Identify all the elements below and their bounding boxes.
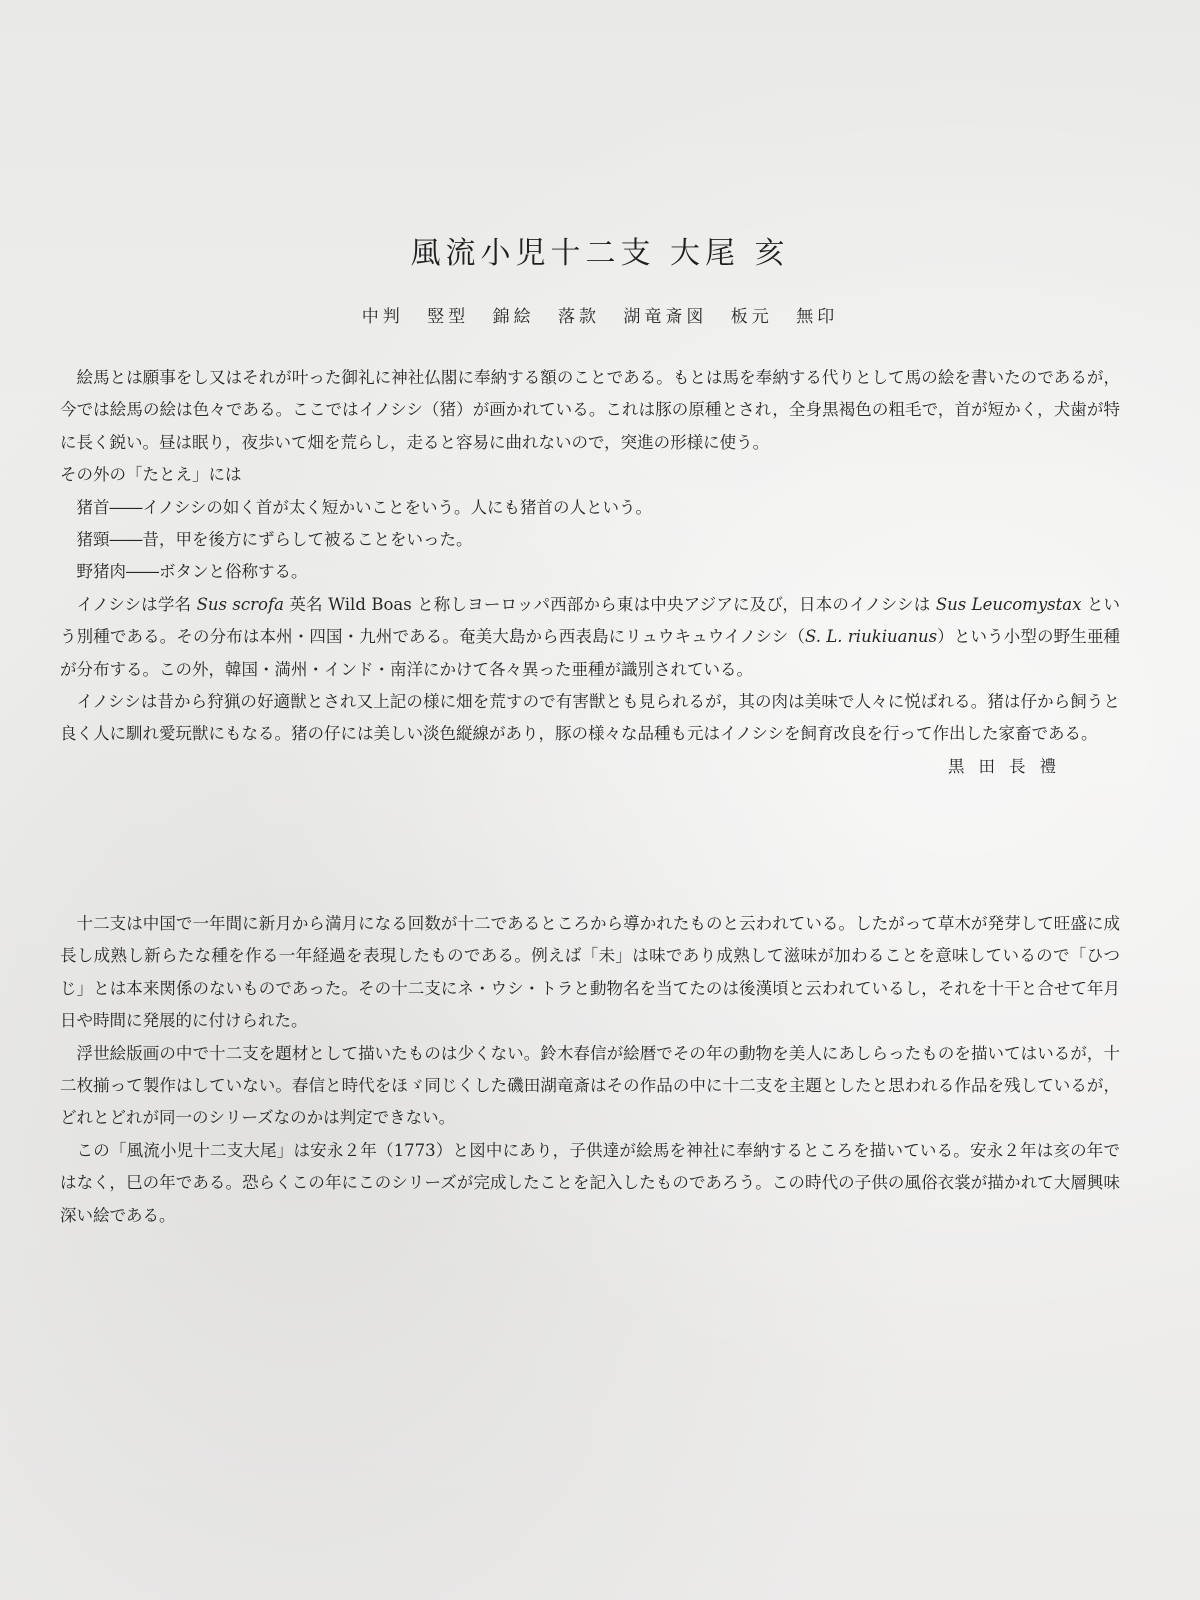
paragraph-series: この「風流小児十二支大尾」は安永２年（1773）と図中にあり，子供達が絵馬を神社に奉納するところを描いている。安永２年は亥の年ではなく，巳の年である。恐らくこの年にこのシリーズが完成したことを記入したものであろう。この時代の子供の風俗衣裳が描かれて大層興味深い絵である。 xyxy=(60,1140,1120,1225)
paragraph-ukiyoe: 浮世絵版画の中で十二支を題材として描いたものは少くない。鈴木春信が絵暦でその年の動物を美人にあしらったものを描いてはいるが，十二枚揃って製作はしていない。春信と時代をほゞ同じくした磯田湖竜斎はその作品の中に十二支を主題としたと思われる作品を残しているが，どれとどれが同一のシリーズなのかは判定できない。 xyxy=(60,1043,1120,1128)
idiom-entry: 猪首――イノシシの如く首が太く短かいことをいう。人にも猪首の人という。 xyxy=(76,497,652,517)
text-run: ）という小型の野生亜種が分布する。この外，韓国・満州・インド・南洋にかけて各々異った亜種が識別されている。 xyxy=(60,627,1121,679)
print-details: 中判 竪型 錦絵 落款 湖竜斎図 板元 無印 xyxy=(361,307,839,327)
page-title: 風流小児十二支 大尾 亥 xyxy=(410,236,790,271)
text-run: という別種である。その分布は本州・四国・九州である。奄美大島から西表島にリュウキュウイノシシ（ xyxy=(60,594,1120,647)
text-run: イノシシは学名 xyxy=(76,594,197,614)
idiom-entry: 猪頸――昔，甲を後方にずらして被ることをいった。 xyxy=(76,530,473,550)
idiom-entry: 野猪肉――ボタンと俗称する。 xyxy=(76,562,308,582)
latin-name: S. L. riukiuanus xyxy=(805,627,938,647)
paragraph-zodiac-origin: 十二支は中国で一年間に新月から満月になる回数が十二であるところから導かれたものと云われている。したがって草木が発芽して旺盛に成長し成熟し新らたな種を作る一年経過を表現したものである。例えば「未」は味であり成熟して滋味が加わることを意味しているので「ひつじ」とは本来関係のないものであった。その十二支にネ・ウシ・トラと動物名を当てたのは後漢頃と云われているし，それを十干と合せて年月日や時間に発展的に付けられた。 xyxy=(60,914,1120,1031)
latin-name: Sus Leucomystax xyxy=(935,594,1082,614)
paragraph-taxonomy xyxy=(60,589,1120,686)
text-run: 英名 Wild Boas と称しヨーロッパ西部から東は中央アジアに及び，日本のイノシシは xyxy=(283,594,936,614)
author-signature: 黒田長禮 xyxy=(948,756,1070,776)
commentary-section xyxy=(60,362,1120,783)
paragraph-idioms-intro: その外の「たとえ」には xyxy=(60,465,242,485)
paragraph-ema: 絵馬とは願事をし又はそれが叶った御礼に神社仏閣に奉納する額のことである。もとは馬を奉納する代りとして馬の絵を書いたのであるが，今では絵馬の絵は色々である。ここではイノシシ（猪）が画かれている。これは豚の原種とされ，全身黒褐色の粗毛で，首が短かく，犬歯が特に長く鋭い。昼は眠り，夜歩いて畑を荒らし，走ると容易に曲れないので，突進の形様に使う。 xyxy=(60,368,1120,452)
paragraph-hunting: イノシシは昔から狩猟の好適獣とされ又上記の様に畑を荒すので有害獣とも見られるが，其の肉は美味で人々に悦ばれる。猪は仔から飼うと良く人に馴れ愛玩獣にもなる。猪の仔には美しい淡色縦線があり，豚の様々な品種も元はイノシシを飼育改良を行って作出した家畜である。 xyxy=(60,692,1120,744)
latin-name: Sus scrofa xyxy=(196,594,284,614)
zodiac-section xyxy=(60,908,1120,1232)
